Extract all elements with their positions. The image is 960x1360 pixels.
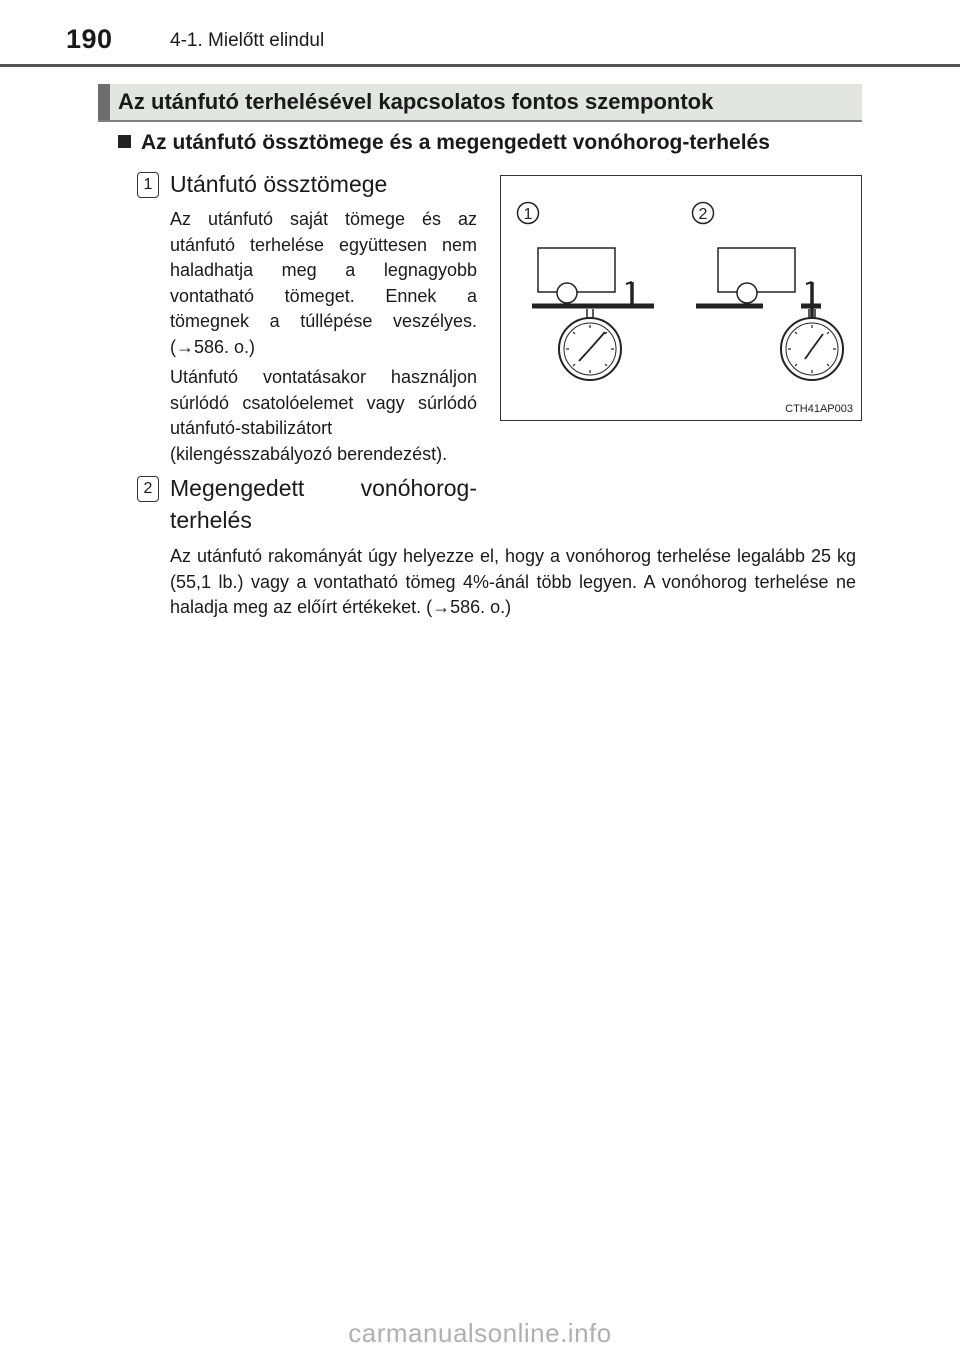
item-paragraph: Az utánfutó saját tömege és az utánfutó terhelése együttesen nem haladhatja meg a legnagyobb vontatható tömeget. Ennek a tömegnek a túllépése veszélyes. (→586. o.) <box>170 209 477 357</box>
page-number: 190 <box>66 24 113 54</box>
square-bullet-icon <box>118 135 131 148</box>
topic-title: Az utánfutó terhelésével kapcsolatos fontos szempontok <box>118 89 714 114</box>
watermark: carmanualsonline.info <box>348 1318 612 1348</box>
subheading-text: Az utánfutó össztömege és a megengedett vonóhorog-terhelés <box>141 131 770 154</box>
scale-gauge-2 <box>781 318 843 380</box>
header-divider <box>0 64 960 67</box>
figure-callout-label: 2 <box>698 206 708 223</box>
gauge-needle <box>812 334 823 349</box>
item-number-badge: 2 <box>137 476 159 502</box>
figure-code: CTH41AP003 <box>785 403 853 415</box>
topic-banner-accent <box>98 84 110 120</box>
topic-divider <box>98 120 862 122</box>
subheading <box>118 131 770 155</box>
item-title: Utánfutó össztömege <box>170 171 388 197</box>
item-number-badge: 1 <box>137 172 159 198</box>
figure-callout-2 <box>693 203 714 224</box>
figure-trailer-tongue-weight <box>500 175 862 421</box>
item-paragraph: Az utánfutó rakományát úgy helyezze el, hogy a vonóhorog terhelése legalább 25 kg (55,1 lb.) vagy a vontatható tömeg 4%-ánál több legyen. A vonóhorog terhelése ne haladja meg az előírt értékeket. (→586. o.) <box>170 546 856 617</box>
scale-gauge-1 <box>559 318 621 380</box>
gauge-needle <box>590 332 605 349</box>
trailer-2 <box>696 248 821 319</box>
figure-callout-label: 1 <box>523 206 533 223</box>
item-title: Megengedett vonóhorog-terhelés <box>170 475 477 533</box>
topic-banner <box>98 84 862 120</box>
section-title: 4-1. Mielőtt elindul <box>170 30 325 51</box>
figure-illustration <box>501 176 860 419</box>
figure-callout-1 <box>518 203 539 224</box>
item-paragraph: Utánfutó vontatásakor használjon súrlódó csatolóelemet vagy súrlódó utánfutó-stabilizátort (kilengésszabályozó berendezést). <box>170 367 477 464</box>
trailer-1 <box>532 248 654 319</box>
